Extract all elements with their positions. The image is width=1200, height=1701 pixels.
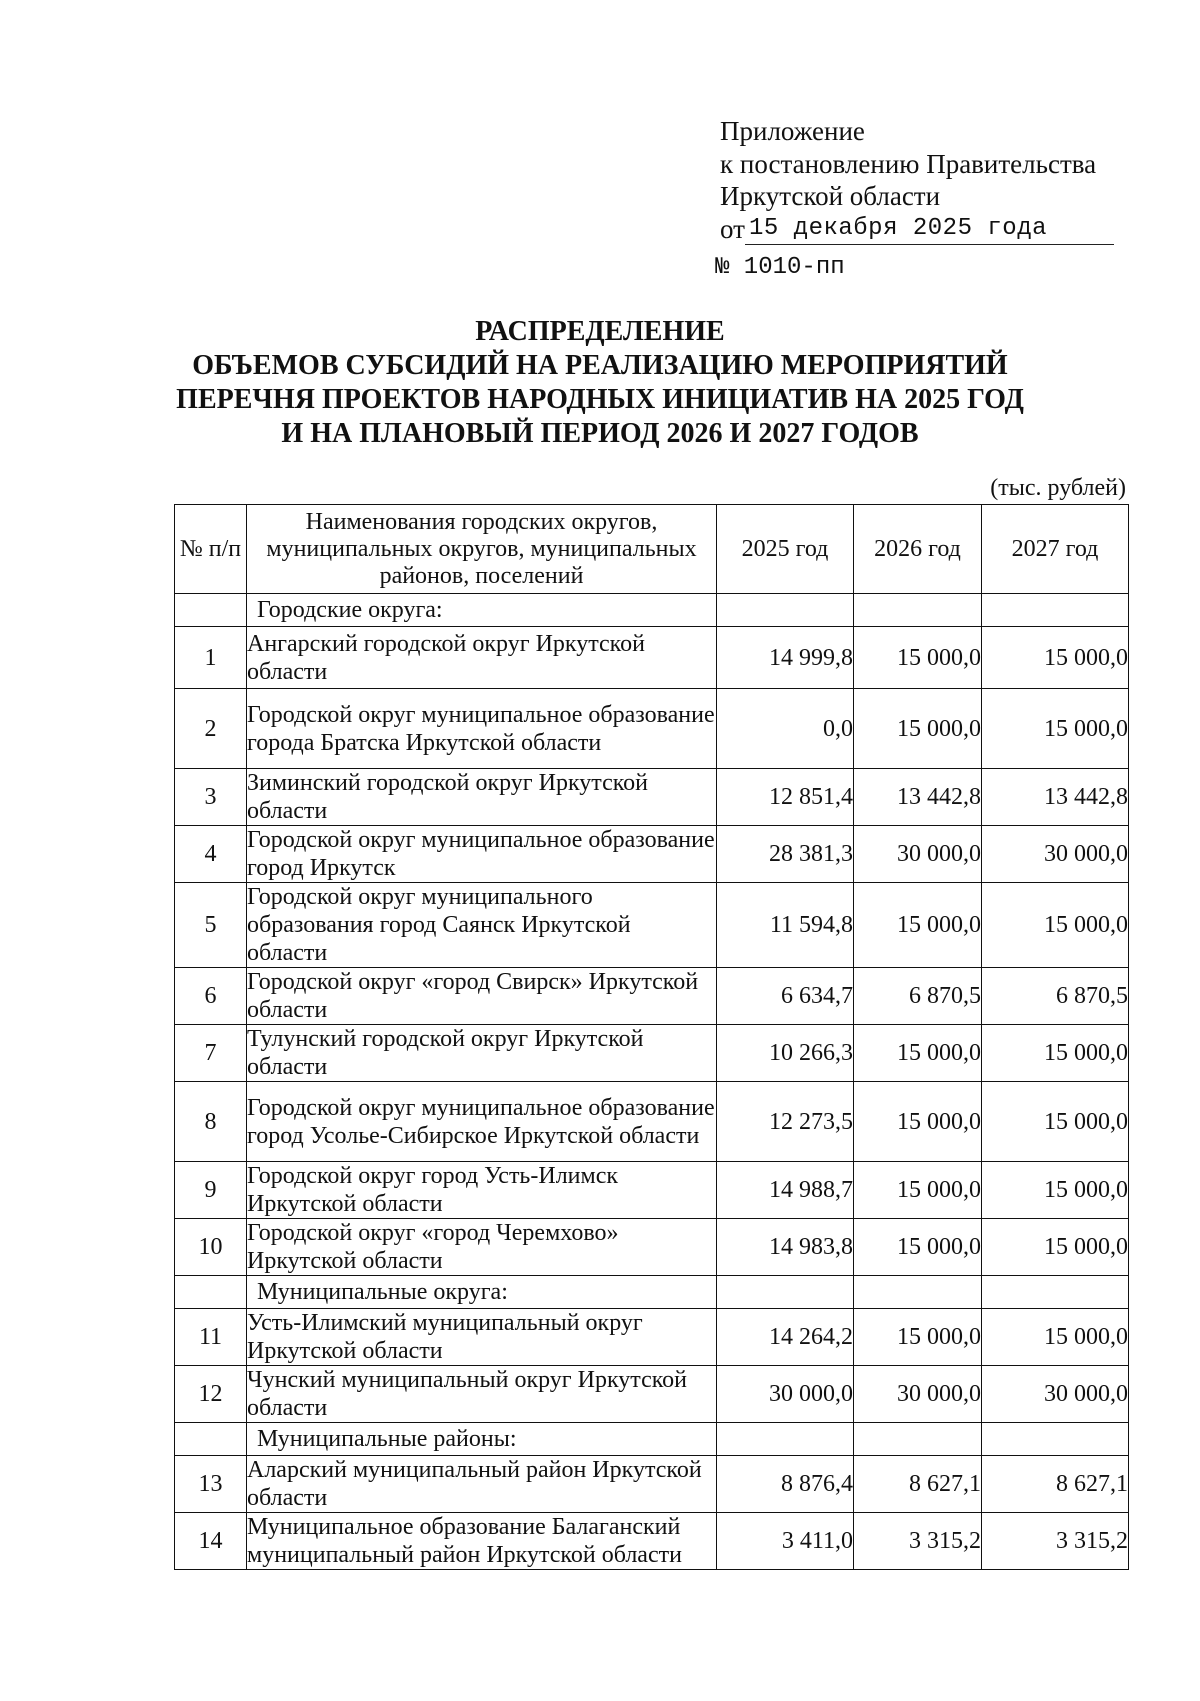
value-2027: 15 000,0 bbox=[982, 883, 1129, 968]
table-row bbox=[175, 1082, 1129, 1162]
title-line-3: ПЕРЕЧНЯ ПРОЕКТОВ НАРОДНЫХ ИНИЦИАТИВ НА 2025 ГОД bbox=[176, 384, 1024, 415]
empty-cell bbox=[854, 1276, 982, 1309]
row-name: Городской округ «город Свирск» Иркутской области bbox=[247, 968, 717, 1025]
header-name: Наименования городских округов, муниципальных округов, муниципальных районов, поселений bbox=[247, 505, 717, 594]
value-2025: 11 594,8 bbox=[717, 883, 854, 968]
row-name: Муниципальное образование Балаганский муниципальный район Иркутской области bbox=[247, 1513, 717, 1570]
table-row bbox=[175, 1025, 1129, 1082]
value-2026: 15 000,0 bbox=[854, 1219, 982, 1276]
value-2026: 15 000,0 bbox=[854, 1162, 982, 1219]
empty-cell bbox=[717, 1276, 854, 1309]
value-2026: 30 000,0 bbox=[854, 826, 982, 883]
row-name: Зиминский городской округ Иркутской области bbox=[247, 769, 717, 826]
value-2025: 14 264,2 bbox=[717, 1309, 854, 1366]
value-2027: 6 870,5 bbox=[982, 968, 1129, 1025]
row-number: 7 bbox=[175, 1025, 247, 1082]
title-line-4: И НА ПЛАНОВЫЙ ПЕРИОД 2026 И 2027 ГОДОВ bbox=[281, 418, 919, 449]
row-number: 3 bbox=[175, 769, 247, 826]
row-number: 11 bbox=[175, 1309, 247, 1366]
value-2026: 13 442,8 bbox=[854, 769, 982, 826]
value-2026: 6 870,5 bbox=[854, 968, 982, 1025]
empty-cell bbox=[982, 594, 1129, 627]
value-2027: 15 000,0 bbox=[982, 1309, 1129, 1366]
value-2025: 14 983,8 bbox=[717, 1219, 854, 1276]
value-2026: 15 000,0 bbox=[854, 883, 982, 968]
date-prefix: от bbox=[720, 213, 745, 244]
value-2027: 13 442,8 bbox=[982, 769, 1129, 826]
value-2025: 12 851,4 bbox=[717, 769, 854, 826]
value-2026: 15 000,0 bbox=[854, 689, 982, 769]
header-num: № п/п bbox=[175, 505, 247, 594]
value-2026: 15 000,0 bbox=[854, 627, 982, 689]
value-2025: 12 273,5 bbox=[717, 1082, 854, 1162]
empty-cell bbox=[175, 1276, 247, 1309]
row-number: 12 bbox=[175, 1366, 247, 1423]
row-number: 5 bbox=[175, 883, 247, 968]
row-name: Ангарский городской округ Иркутской области bbox=[247, 627, 717, 689]
title-line-1: РАСПРЕДЕЛЕНИЕ bbox=[475, 316, 725, 347]
table-row bbox=[175, 1219, 1129, 1276]
value-2025: 0,0 bbox=[717, 689, 854, 769]
table-row bbox=[175, 826, 1129, 883]
empty-cell bbox=[854, 1423, 982, 1456]
row-number: 8 bbox=[175, 1082, 247, 1162]
attachment-region: Иркутской области bbox=[720, 181, 941, 211]
title-line-2: ОБЪЕМОВ СУБСИДИЙ НА РЕАЛИЗАЦИЮ МЕРОПРИЯТИЙ bbox=[192, 350, 1008, 381]
table-header-row bbox=[175, 505, 1129, 594]
empty-cell bbox=[175, 594, 247, 627]
table-row bbox=[175, 1513, 1129, 1570]
header-2025: 2025 год bbox=[717, 505, 854, 594]
table-row bbox=[175, 1309, 1129, 1366]
value-2027: 15 000,0 bbox=[982, 1025, 1129, 1082]
table-row bbox=[175, 1162, 1129, 1219]
value-2025: 14 988,7 bbox=[717, 1162, 854, 1219]
header-2026: 2026 год bbox=[854, 505, 982, 594]
attachment-resolution: к постановлению Правительства bbox=[720, 148, 1097, 179]
row-name: Городской округ муниципальное образование город Иркутск bbox=[247, 827, 715, 881]
table-row bbox=[175, 769, 1129, 826]
row-number: 2 bbox=[175, 689, 247, 769]
empty-cell bbox=[854, 594, 982, 627]
table-row bbox=[175, 1366, 1129, 1423]
value-2026: 8 627,1 bbox=[854, 1456, 982, 1513]
section-row bbox=[175, 594, 1129, 627]
table-row bbox=[175, 627, 1129, 689]
value-2027: 15 000,0 bbox=[982, 1162, 1129, 1219]
value-2027: 30 000,0 bbox=[982, 1366, 1129, 1423]
row-name: Городской округ «город Черемхово» Иркутской области bbox=[247, 1219, 717, 1276]
attachment-title: Приложение bbox=[720, 116, 865, 146]
row-number: 9 bbox=[175, 1162, 247, 1219]
value-2027: 8 627,1 bbox=[982, 1456, 1129, 1513]
section-row bbox=[175, 1423, 1129, 1456]
value-2025: 14 999,8 bbox=[717, 627, 854, 689]
row-number: 1 bbox=[175, 627, 247, 689]
row-number: 10 bbox=[175, 1219, 247, 1276]
date-value: 15 декабря 2025 года bbox=[745, 214, 1114, 245]
section-title: Муниципальные районы: bbox=[247, 1423, 717, 1456]
value-2025: 8 876,4 bbox=[717, 1456, 854, 1513]
header-2027: 2027 год bbox=[982, 505, 1129, 594]
value-2025: 6 634,7 bbox=[717, 968, 854, 1025]
section-title: Городские округа: bbox=[247, 594, 717, 627]
value-2025: 28 381,3 bbox=[717, 826, 854, 883]
value-2027: 15 000,0 bbox=[982, 627, 1129, 689]
empty-cell bbox=[717, 594, 854, 627]
row-name: Чунский муниципальный округ Иркутской области bbox=[247, 1366, 717, 1423]
value-2026: 15 000,0 bbox=[854, 1082, 982, 1162]
row-number: 13 bbox=[175, 1456, 247, 1513]
value-2027: 3 315,2 bbox=[982, 1513, 1129, 1570]
value-2026: 15 000,0 bbox=[854, 1025, 982, 1082]
empty-cell bbox=[982, 1423, 1129, 1456]
attachment-block bbox=[720, 115, 1120, 245]
value-2027: 15 000,0 bbox=[982, 1219, 1129, 1276]
table-row bbox=[175, 968, 1129, 1025]
value-2026: 3 315,2 bbox=[854, 1513, 982, 1570]
row-number: 6 bbox=[175, 968, 247, 1025]
empty-cell bbox=[982, 1276, 1129, 1309]
value-2025: 10 266,3 bbox=[717, 1025, 854, 1082]
row-number: 14 bbox=[175, 1513, 247, 1570]
value-2025: 3 411,0 bbox=[717, 1513, 854, 1570]
table-row bbox=[175, 1456, 1129, 1513]
section-row bbox=[175, 1276, 1129, 1309]
table-body bbox=[175, 594, 1129, 1570]
row-number: 4 bbox=[175, 826, 247, 883]
row-name: Тулунский городской округ Иркутской области bbox=[247, 1025, 717, 1082]
empty-cell bbox=[175, 1423, 247, 1456]
row-name: Усть-Илимский муниципальный округ Иркутской области bbox=[247, 1309, 717, 1366]
row-name: Городской округ муниципальное образование город Усолье-Сибирское Иркутской области bbox=[247, 1082, 717, 1162]
document-title bbox=[60, 315, 1140, 451]
value-2027: 15 000,0 bbox=[982, 689, 1129, 769]
value-2026: 30 000,0 bbox=[854, 1366, 982, 1423]
table-row bbox=[175, 883, 1129, 968]
empty-cell bbox=[717, 1423, 854, 1456]
subsidy-table bbox=[174, 504, 1129, 1570]
section-title: Муниципальные округа: bbox=[247, 1276, 717, 1309]
document-number: № 1010-пп bbox=[715, 254, 845, 281]
row-name: Городской округ город Усть-Илимск Иркутской области bbox=[247, 1162, 717, 1219]
value-2025: 30 000,0 bbox=[717, 1366, 854, 1423]
unit-note: (тыс. рублей) bbox=[990, 475, 1126, 501]
row-name: Городской округ муниципальное образование города Братска Иркутской области bbox=[247, 689, 717, 769]
row-name: Аларский муниципальный район Иркутской области bbox=[247, 1456, 717, 1513]
value-2027: 15 000,0 bbox=[982, 1082, 1129, 1162]
table-row bbox=[175, 689, 1129, 769]
attachment-date-line bbox=[720, 213, 1120, 246]
value-2026: 15 000,0 bbox=[854, 1309, 982, 1366]
value-2027: 30 000,0 bbox=[982, 826, 1129, 883]
row-name: Городской округ муниципального образования город Саянск Иркутской области bbox=[247, 883, 717, 968]
